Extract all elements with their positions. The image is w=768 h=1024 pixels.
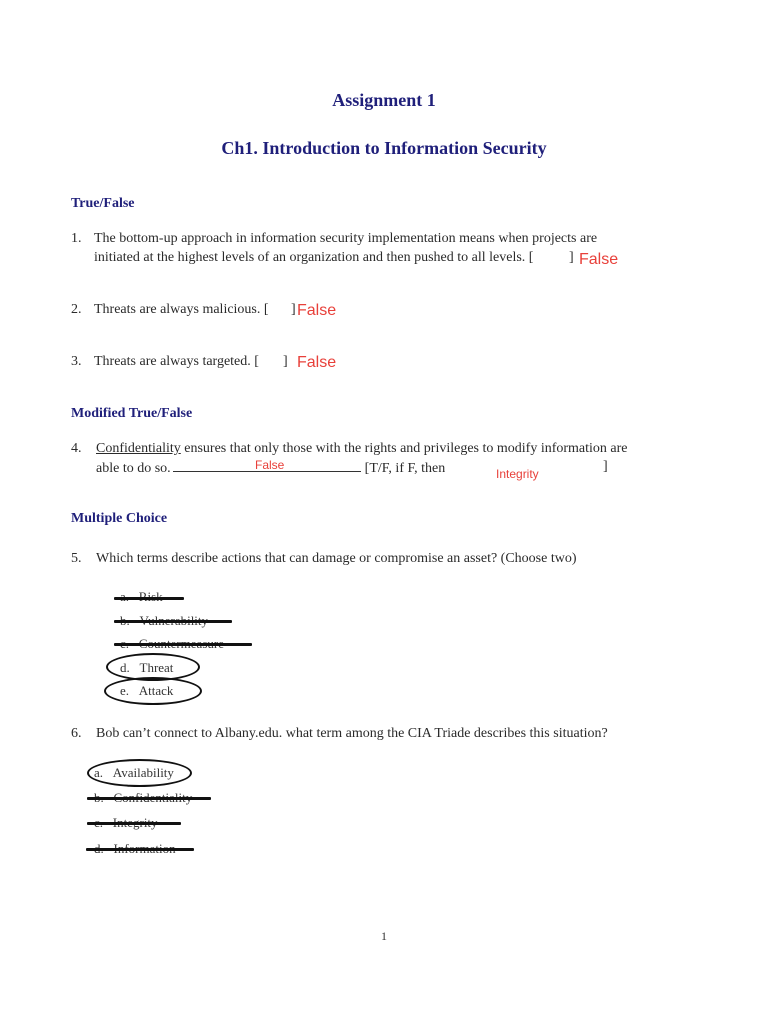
question-text: The bottom-up approach in information security implementation means when projects are <box>94 231 598 246</box>
strike-through-mark <box>87 822 181 825</box>
question-number: 4. <box>71 441 82 456</box>
question-text: Threats are always targeted. [ <box>94 354 259 369</box>
question-number: 2. <box>71 302 82 317</box>
question-number: 5. <box>71 551 82 566</box>
option-letter: a. <box>94 765 104 780</box>
answer-correction: Integrity <box>496 467 539 481</box>
question-number: 1. <box>71 231 82 246</box>
strike-through-mark <box>114 597 184 600</box>
assignment-title: Assignment 1 <box>332 90 436 110</box>
chapter-title: Ch1. Introduction to Information Security <box>221 138 547 158</box>
question-text: initiated at the highest levels of an organization and then pushed to all levels. [ <box>94 250 534 265</box>
strike-through-mark <box>87 797 211 800</box>
bracket-close: ] <box>291 302 296 317</box>
bracket-close: ] <box>283 354 288 369</box>
question-text: Which terms describe actions that can damage or compromise an asset? (Choose two) <box>96 551 577 566</box>
bracket-close: ] <box>603 459 608 474</box>
circle-mark <box>87 759 192 787</box>
answer-mark: False <box>297 354 337 371</box>
strike-through-mark <box>86 848 194 851</box>
question-text: Bob can’t connect to Albany.edu. what term among the CIA Triade describes this situation? <box>96 726 608 741</box>
bracket-close: ] <box>569 250 574 265</box>
section-heading-multiple-choice: Multiple Choice <box>71 511 168 526</box>
answer-mark: False <box>255 458 285 472</box>
option-label: Attack <box>138 683 174 698</box>
question-text-end: [T/F, if F, then <box>364 461 446 476</box>
question-number: 6. <box>71 726 82 741</box>
question-text: Threats are always malicious. [ <box>94 302 269 317</box>
keyword-confidentiality: Confidentiality <box>96 441 181 456</box>
strike-through-mark <box>114 620 232 623</box>
option-label: Availability <box>112 765 174 780</box>
question-text <box>96 441 628 457</box>
option-label: Threat <box>139 660 174 675</box>
option-letter: e. <box>120 683 130 698</box>
question-number: 3. <box>71 354 82 369</box>
section-heading-true-false: True/False <box>71 196 135 211</box>
question-text-rest: ensures that only those with the rights and privileges to modify information are <box>184 441 628 456</box>
answer-mark: False <box>579 251 619 268</box>
question-text-start: able to do so. <box>96 461 171 476</box>
strike-through-mark <box>114 643 252 646</box>
answer-mark: False <box>297 302 337 319</box>
option-letter: d. <box>120 660 130 675</box>
circle-mark <box>104 677 202 705</box>
page-number: 1 <box>381 929 387 943</box>
section-heading-modified-true-false: Modified True/False <box>71 406 193 421</box>
